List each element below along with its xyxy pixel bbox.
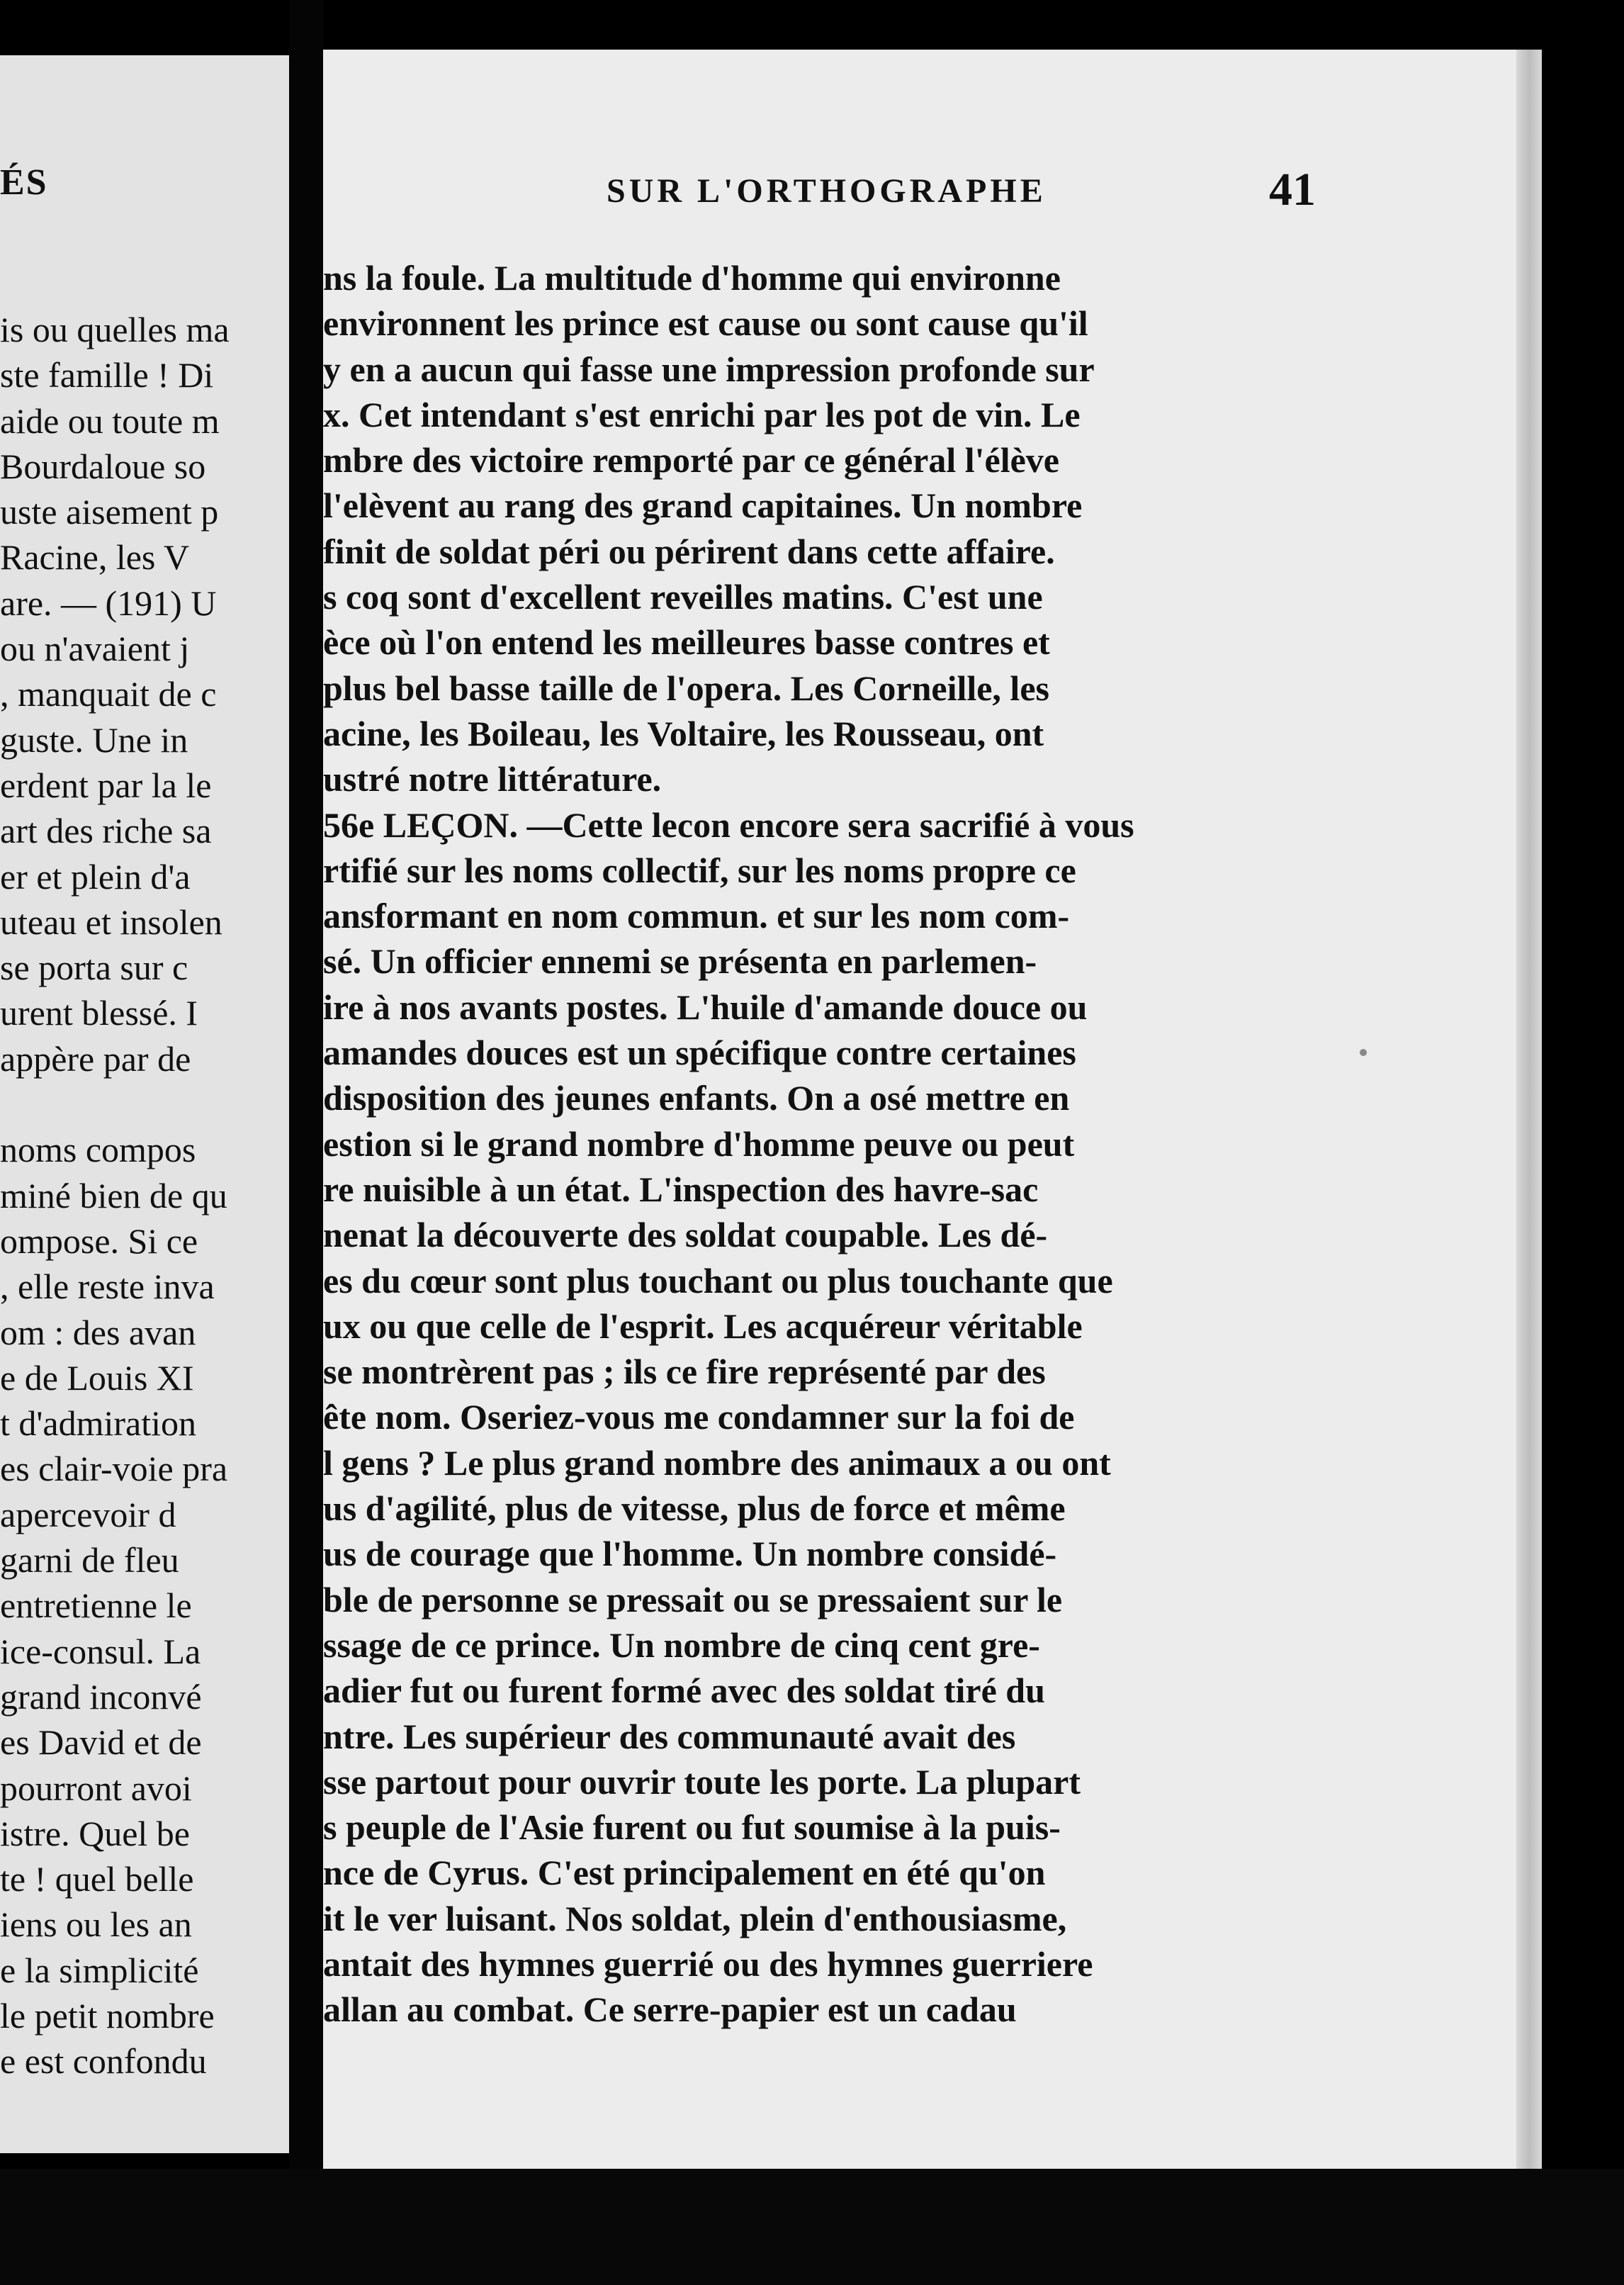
text-line: pourront avoi [0,1768,192,1808]
text-line: sé. Un officier ennemi se présenta en parlemen- [323,941,1037,982]
text-line: garni de fleu [0,1540,179,1581]
text-line: t d'admiration [0,1403,197,1444]
text-line: ns la foule. La multitude d'homme qui environne [323,258,1061,298]
text-line: l gens ? Le plus grand nombre des animaux a ou ont [323,1442,1111,1483]
text-line: se porta sur c [0,948,188,988]
text-line: miné bien de qu [0,1175,227,1216]
text-line: art des riche sa [0,811,212,851]
text-line: ble de personne se pressait ou se pressaient sur le [323,1579,1063,1619]
text-line: rtifié sur les noms collectif, sur les noms propre ce [323,850,1076,890]
text-line: aide ou toute m [0,400,220,441]
text-line: are. — (191) U [0,583,217,623]
text-line: erdent par la le [0,765,212,805]
page-number: 41 [1269,164,1316,215]
text-line: er et plein d'a [0,856,191,897]
text-line: e est confondu [0,2041,207,2082]
ink-speck [1360,1049,1367,1056]
text-line: mbre des victoire remporté par ce général l'élève [323,440,1059,481]
text-line: iens ou les an [0,1904,192,1945]
text-line: , manquait de c [0,674,217,714]
text-line: x. Cet intendant s'est enrichi par les pot de vin. Le [323,394,1081,434]
text-line: us de courage que l'homme. Un nombre considé- [323,1534,1057,1574]
text-line: guste. Une in [0,719,188,760]
text-line: apercevoir d [0,1494,176,1534]
text-line: adier fut ou furent formé avec des soldat tiré du [323,1671,1045,1711]
text-line: urent blessé. I [0,993,198,1033]
right-page [323,50,1542,2190]
text-line: ste famille ! Di [0,355,214,395]
text-line: nenat la découverte des soldat coupable. Les dé- [323,1215,1048,1255]
text-line: it le ver luisant. Nos soldat, plein d'enthousiasme, [323,1898,1067,1938]
text-line: Racine, les V [0,537,190,578]
text-line: y en a aucun qui fasse une impression profonde sur [323,349,1095,389]
text-line: uteau et insolen [0,902,222,942]
text-line: estion si le grand nombre d'homme peuve ou peut [323,1123,1075,1164]
text-line: re nuisible à un état. L'inspection des havre-sac [323,1169,1039,1209]
page-edge [1516,50,1542,2190]
text-line: èce où l'on entend les meilleures basse contres et [323,622,1050,663]
text-line: ompose. Si ce [0,1220,198,1261]
text-line: disposition des jeunes enfants. On a osé mettre en [323,1078,1070,1118]
text-line: finit de soldat péri ou périrent dans cette affaire. [323,531,1055,571]
running-head: SUR L'ORTHOGRAPHE [607,172,1047,210]
text-line: ustré notre littérature. [323,759,662,799]
text-line: us d'agilité, plus de vitesse, plus de force et même [323,1488,1066,1529]
text-line: uste aisement p [0,492,219,532]
text-line: s peuple de l'Asie furent ou fut soumise à la puis- [323,1807,1061,1848]
text-line: ssage de ce prince. Un nombre de cinq cent gre- [323,1624,1040,1665]
text-line: allan au combat. Ce serre-papier est un cadau [323,1989,1017,2030]
text-line: te ! quel belle [0,1859,194,1899]
text-line: istre. Quel be [0,1813,190,1853]
text-line: plus bel basse taille de l'opera. Les Corneille, les [323,668,1049,708]
left-page [0,55,305,2153]
text-line: se montrèrent pas ; ils ce fire représenté par des [323,1352,1046,1392]
text-line: appère par de [0,1038,191,1079]
text-line: es clair-voie pra [0,1449,228,1489]
text-line: om : des avan [0,1312,196,1352]
text-line: ntre. Les supérieur des communauté avait des [323,1716,1016,1756]
text-line: grand inconvé [0,1676,202,1717]
text-line: noms compos [0,1130,196,1170]
right-page-text [323,255,1329,2033]
text-line: nce de Cyrus. C'est principalement en été qu'on [323,1853,1046,1893]
text-line: ice-consul. La [0,1631,201,1671]
text-line: s coq sont d'excellent reveilles matins. C'est une [323,577,1043,617]
text-line: ou n'avaient j [0,629,190,669]
text-line: es du cœur sont plus touchant ou plus touchante que [323,1260,1113,1301]
text-line: es David et de [0,1722,202,1763]
text-line: e la simplicité [0,1950,199,1990]
text-line: ansformant en nom commun. et sur les nom com- [323,896,1070,936]
book-binding-gutter [289,0,323,2285]
text-line: ête nom. Oseriez-vous me condamner sur la foi de [323,1397,1075,1437]
text-line: , elle reste inva [0,1267,215,1307]
text-line: sse partout pour ouvrir toute les porte. La plupart [323,1761,1081,1802]
text-line: ux ou que celle de l'esprit. Les acquéreur véritable [323,1306,1083,1346]
left-page-header: ÉS [0,162,48,203]
text-line [0,1082,305,1127]
text-line: l'elèvent au rang des grand capitaines. Un nombre [323,485,1083,526]
text-line: acine, les Boileau, les Voltaire, les Rousseau, ont [323,713,1044,753]
text-line: e de Louis XI [0,1357,194,1398]
text-line: antait des hymnes guerrié ou des hymnes guerriere [323,1943,1093,1984]
text-line: is ou quelles ma [0,310,230,349]
text-line: environnent les prince est cause ou sont cause qu'il [323,303,1088,344]
text-line: ire à nos avants postes. L'huile d'amande douce ou [323,987,1088,1027]
left-page-text [0,307,305,2084]
text-line: entretienne le [0,1585,192,1626]
text-line: 56e LEÇON. —Cette lecon encore sera sacrifié à vous [323,804,1134,845]
text-line: amandes douces est un spécifique contre certaines [323,1033,1076,1073]
text-line: le petit nombre [0,1995,215,2036]
scan-background [0,2169,1624,2285]
text-line: Bourdaloue so [0,446,206,486]
